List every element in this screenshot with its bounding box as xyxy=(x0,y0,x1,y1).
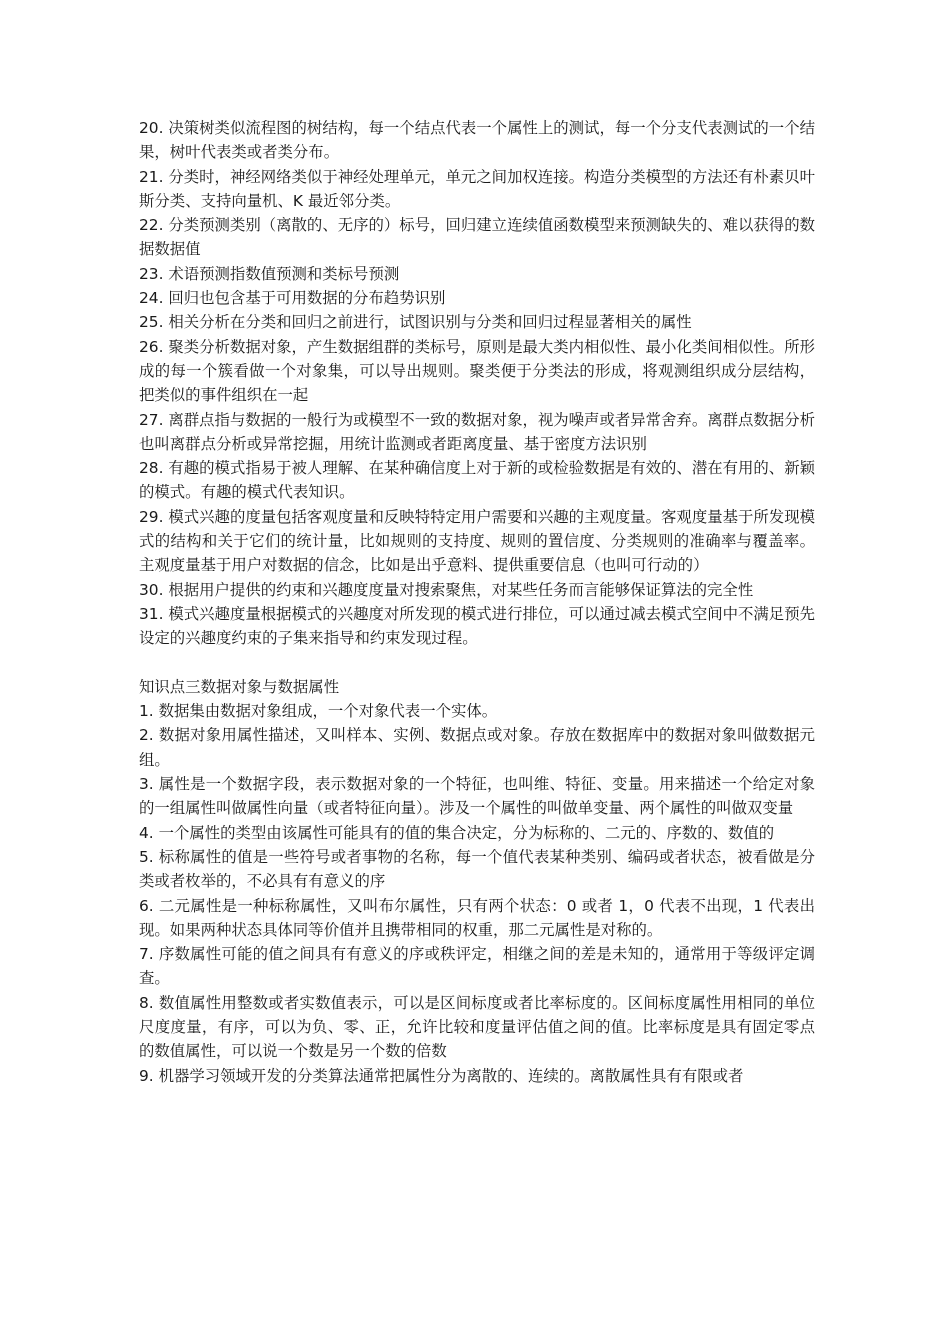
attr-item-7: 7. 序数属性可能的值之间具有有意义的序或秩评定，相继之间的差是未知的，通常用于等级评定调查。 xyxy=(139,945,815,988)
attr-item-4: 4. 一个属性的类型由该属性可能具有的值的集合决定，分为标称的、二元的、序数的、数值的 xyxy=(139,823,775,842)
item-24: 24. 回归也包含基于可用数据的分布趋势识别 xyxy=(139,289,446,308)
attr-item-2: 2. 数据对象用属性描述，又叫样本、实例、数据点或对象。存放在数据库中的数据对象叫做数据元组。 xyxy=(139,726,815,769)
attr-item-8: 8. 数值属性用整数或者实数值表示，可以是区间标度或者比率标度的。区间标度属性用相同的单位尺度度量，有序，可以为负、零、正，允许比较和度量评估值之间的值。比率标度是具有固定零点的数值属性，可以说一个数是另一个数的倍数 xyxy=(139,993,815,1061)
item-25: 25. 相关分析在分类和回归之前进行，试图识别与分类和回归过程显著相关的属性 xyxy=(139,313,692,332)
attr-item-6: 6. 二元属性是一种标称属性，又叫布尔属性，只有两个状态：0 或者 1，0 代表不出现，1 代表出现。如果两种状态具体同等价值并且携带相同的权重，那二元属性是对称的。 xyxy=(139,896,815,939)
attr-item-5: 5. 标称属性的值是一些符号或者事物的名称，每一个值代表某种类别、编码或者状态，被看做是分类或者枚举的，不必具有有意义的序 xyxy=(139,847,815,891)
item-21: 21. 分类时，神经网络类似于神经处理单元，单元之间加权连接。构造分类模型的方法还有朴素贝叶斯分类、支持向量机、K 最近邻分类。 xyxy=(139,167,815,210)
item-31: 31. 模式兴趣度量根据模式的兴趣度对所发现的模式进行排位，可以通过减去模式空间中不满足预先设定的兴趣度约束的子集来指导和约束发现过程。 xyxy=(139,604,815,648)
item-28: 28. 有趣的模式指易于被人理解、在某种确信度上对于新的或检验数据是有效的、潜在有用的、新颖的模式。有趣的模式代表知识。 xyxy=(139,459,815,502)
attr-item-1: 1. 数据集由数据对象组成，一个对象代表一个实体。 xyxy=(139,702,498,721)
item-26: 26. 聚类分析数据对象，产生数据组群的类标号，原则是最大类内相似性、最小化类间相似性。所形成的每一个簇看做一个对象集，可以导出规则。聚类便于分类法的形成，将观测组织成分层结构，把类似的事件组织在一起 xyxy=(139,337,815,405)
item-30: 30. 根据用户提供的约束和兴趣度度量对搜索聚焦，对某些任务而言能够保证算法的完全性 xyxy=(139,580,754,599)
attr-item-9: 9. 机器学习领域开发的分类算法通常把属性分为离散的、连续的。离散属性具有有限或者 xyxy=(139,1066,744,1085)
item-23: 23. 术语预测指数值预测和类标号预测 xyxy=(139,264,400,283)
item-29: 29. 模式兴趣的度量包括客观度量和反映特特定用户需要和兴趣的主观度量。客观度量基于所发现模式的结构和关于它们的统计量，比如规则的支持度、规则的置信度、分类规则的准确率与覆盖率。主观度量基于用户对数据的信念，比如是出乎意料、提供重要信息（也叫可行动的） xyxy=(139,507,815,575)
item-22: 22. 分类预测类别（离散的、无序的）标号，回归建立连续值函数模型来预测缺失的、难以获得的数据数据值 xyxy=(139,216,815,259)
item-20: 20. 决策树类似流程图的树结构，每一个结点代表一个属性上的测试，每一个分支代表测试的一个结果，树叶代表类或者类分布。 xyxy=(139,119,815,162)
item-27: 27. 离群点指与数据的一般行为或模型不一致的数据对象，视为噪声或者异常舍弃。离群点数据分析也叫离群点分析或异常挖掘，用统计监测或者距离度量、基于密度方法识别 xyxy=(139,410,815,453)
blank-line xyxy=(139,651,815,675)
section-title: 知识点三数据对象与数据属性 xyxy=(139,677,340,696)
document-page xyxy=(139,116,815,1088)
attr-item-3: 3. 属性是一个数据字段，表示数据对象的一个特征，也叫维、特征、变量。用来描述一个给定对象的一组属性叫做属性向量（或者特征向量）。涉及一个属性的叫做单变量、两个属性的叫做双变量 xyxy=(139,775,815,818)
